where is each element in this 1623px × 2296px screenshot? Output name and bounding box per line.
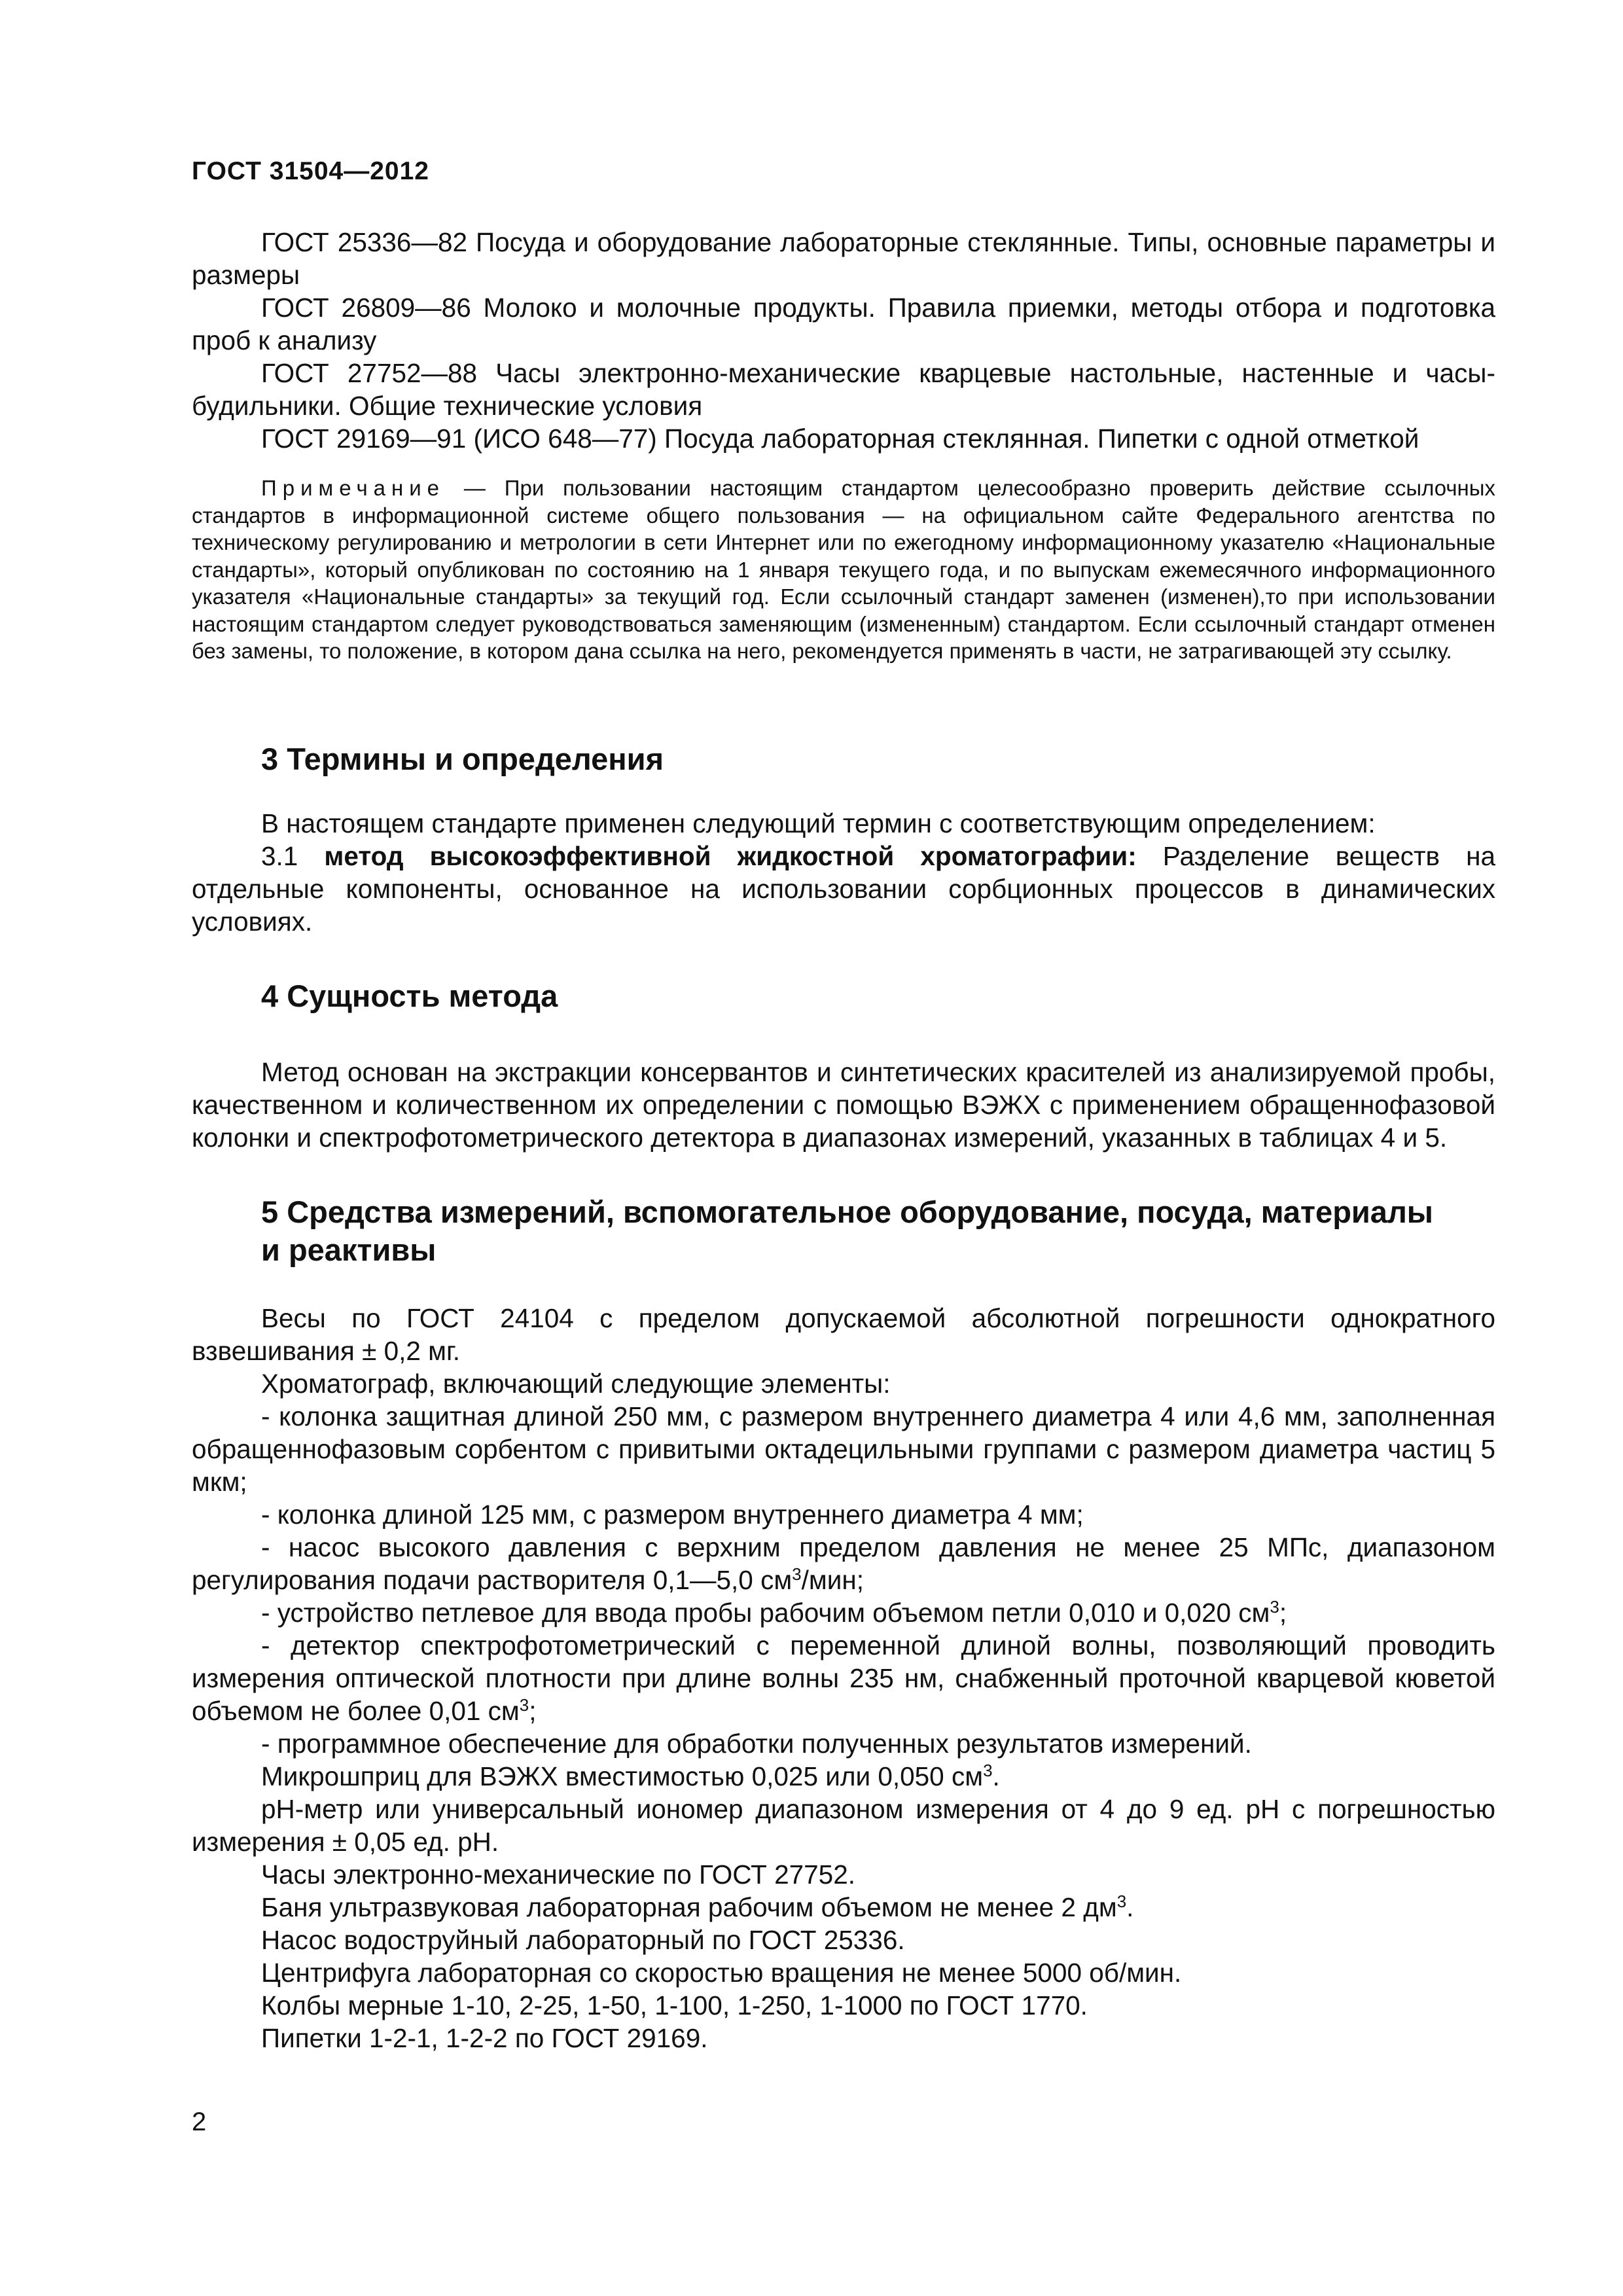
section-4-text: Метод основан на экстракции консервантов и синтетических красителей из анализируемой пробы, качественном и количественном их определении с помощью ВЭЖХ с применением обращеннофазовой колонки и спектрофотометрического детектора в диапазонах измерений, указанных в таблицах 4 и 5. — [192, 1056, 1495, 1153]
reference-item: ГОСТ 25336—82 Посуда и оборудование лабораторные стеклянные. Типы, основные параметры и размеры — [192, 227, 1495, 290]
text: - насос высокого давления с верхним пределом давления не менее 25 МПс, диапазоном регулирования подачи растворителя 0,1—5,0 см — [192, 1532, 1495, 1595]
paragraph: Хроматограф, включающий следующие элементы: — [261, 1368, 891, 1399]
text: - детектор спектрофотометрический с переменной длиной волны, позволяющий проводить измерения оптической плотности при длине волны 235 нм, снабженный проточной кварцевой кюветой объемом не более 0,01 см — [192, 1630, 1495, 1726]
paragraph — [192, 1760, 1495, 1793]
page-number: 2 — [192, 2108, 207, 2136]
text: . — [992, 1761, 1000, 1791]
text: . — [1126, 1892, 1134, 1922]
list-item: - программное обеспечение для обработки полученных результатов измерений. — [261, 1728, 1252, 1759]
section-5-title-line1: 5 Средства измерений, вспомогательное оборудование, посуда, материалы — [261, 1194, 1433, 1229]
paragraph: pH-метр или универсальный иономер диапазоном измерения от 4 до 9 ед. pH с погрешностью измерения ± 0,05 ед. pH. — [192, 1793, 1495, 1857]
section-5-title — [192, 1193, 1495, 1269]
section-3-intro: В настоящем стандарте применен следующий термин с соответствующим определением: — [261, 808, 1376, 838]
page-header: ГОСТ 31504—2012 — [192, 157, 429, 185]
reference-item: ГОСТ 27752—88 Часы электронно-механические кварцевые настольные, настенные и часы-будильники. Общие технические условия — [192, 358, 1495, 421]
list-item — [192, 1531, 1495, 1596]
paragraph: Часы электронно-механические по ГОСТ 27752. — [261, 1859, 855, 1890]
paragraph: Пипетки 1-2-1, 1-2-2 по ГОСТ 29169. — [261, 2022, 708, 2053]
paragraph — [192, 1891, 1495, 1924]
term-definition — [192, 840, 1495, 938]
paragraph: Центрифуга лабораторная со скоростью вращения не менее 5000 об/мин. — [261, 1957, 1182, 1988]
reference-item: ГОСТ 26809—86 Молоко и молочные продукты. Правила приемки, методы отбора и подготовка проб к анализу — [192, 293, 1495, 355]
superscript: 3 — [983, 1760, 993, 1780]
paragraph: Насос водоструйный лабораторный по ГОСТ 25336. — [261, 1924, 905, 1955]
text: Микрошприц для ВЭЖХ вместимостью 0,025 или 0,050 см — [261, 1761, 984, 1791]
superscript: 3 — [519, 1695, 529, 1715]
list-item — [192, 1629, 1495, 1727]
superscript: 3 — [1116, 1891, 1127, 1911]
list-item — [192, 1596, 1495, 1629]
text: /мин; — [801, 1564, 864, 1595]
note-label: Примечание — [261, 476, 446, 500]
note — [192, 475, 1495, 665]
text: - устройство петлевое для ввода пробы рабочим объемом петли 0,010 и 0,020 см — [261, 1597, 1270, 1628]
note-text: — При пользовании настоящим стандартом целесообразно проверить действие ссылочных стандартов в информационной системе общего пользования — на официальном сайте Федерального агентства по техническому регулированию и метрологии в сети Интернет или по ежегодному информационному указателю «Национальные стандарты», который опубликован по состоянию на 1 января текущего года, и по выпускам ежемесячного информационного указателя «Национальные стандарты» за текущий год. Если ссылочный стандарт заменен (изменен),то при использовании настоящим стандартом следует руководствоваться заменяющим (измененным) стандартом. Если ссылочный стандарт отменен без замены, то положение, в котором дана ссылка на него, рекомендуется применять в части, не затрагивающей эту ссылку. — [192, 476, 1495, 663]
section-3-title: 3 Термины и определения — [261, 741, 664, 776]
list-item: - колонка длиной 125 мм, с размером внутреннего диаметра 4 мм; — [261, 1499, 1084, 1530]
term-number: 3.1 — [261, 840, 325, 871]
section-5-title-line2: и реактивы — [261, 1232, 437, 1267]
text: Баня ультразвуковая лабораторная рабочим объемом не менее 2 дм — [261, 1892, 1117, 1922]
text: ; — [1279, 1597, 1287, 1628]
definition: Разделение веществ на отдельные компоненты, основанное на использовании сорбционных процессов в динамических условиях. — [192, 840, 1495, 937]
list-item: - колонка защитная длиной 250 мм, с размером внутреннего диаметра 4 или 4,6 мм, заполненная обращеннофазовым сорбентом с привитыми октадецильными группами с размером диаметра частиц 5 мкм; — [192, 1401, 1495, 1497]
term: метод высокоэффективной жидкостной хроматографии: — [324, 840, 1137, 871]
section-4-title: 4 Сущность метода — [261, 978, 558, 1013]
paragraph: Весы по ГОСТ 24104 с пределом допускаемой абсолютной погрешности однократного взвешивания ± 0,2 мг. — [192, 1302, 1495, 1366]
text: ; — [529, 1695, 537, 1726]
page-content — [192, 226, 1495, 2054]
paragraph: Колбы мерные 1-10, 2-25, 1-50, 1-100, 1-250, 1-1000 по ГОСТ 1770. — [261, 1990, 1088, 2020]
superscript: 3 — [792, 1564, 802, 1584]
reference-item: ГОСТ 29169—91 (ИСО 648—77) Посуда лабораторная стеклянная. Пипетки с одной отметкой — [261, 423, 1419, 454]
normative-references — [192, 226, 1495, 455]
superscript: 3 — [1270, 1596, 1279, 1617]
